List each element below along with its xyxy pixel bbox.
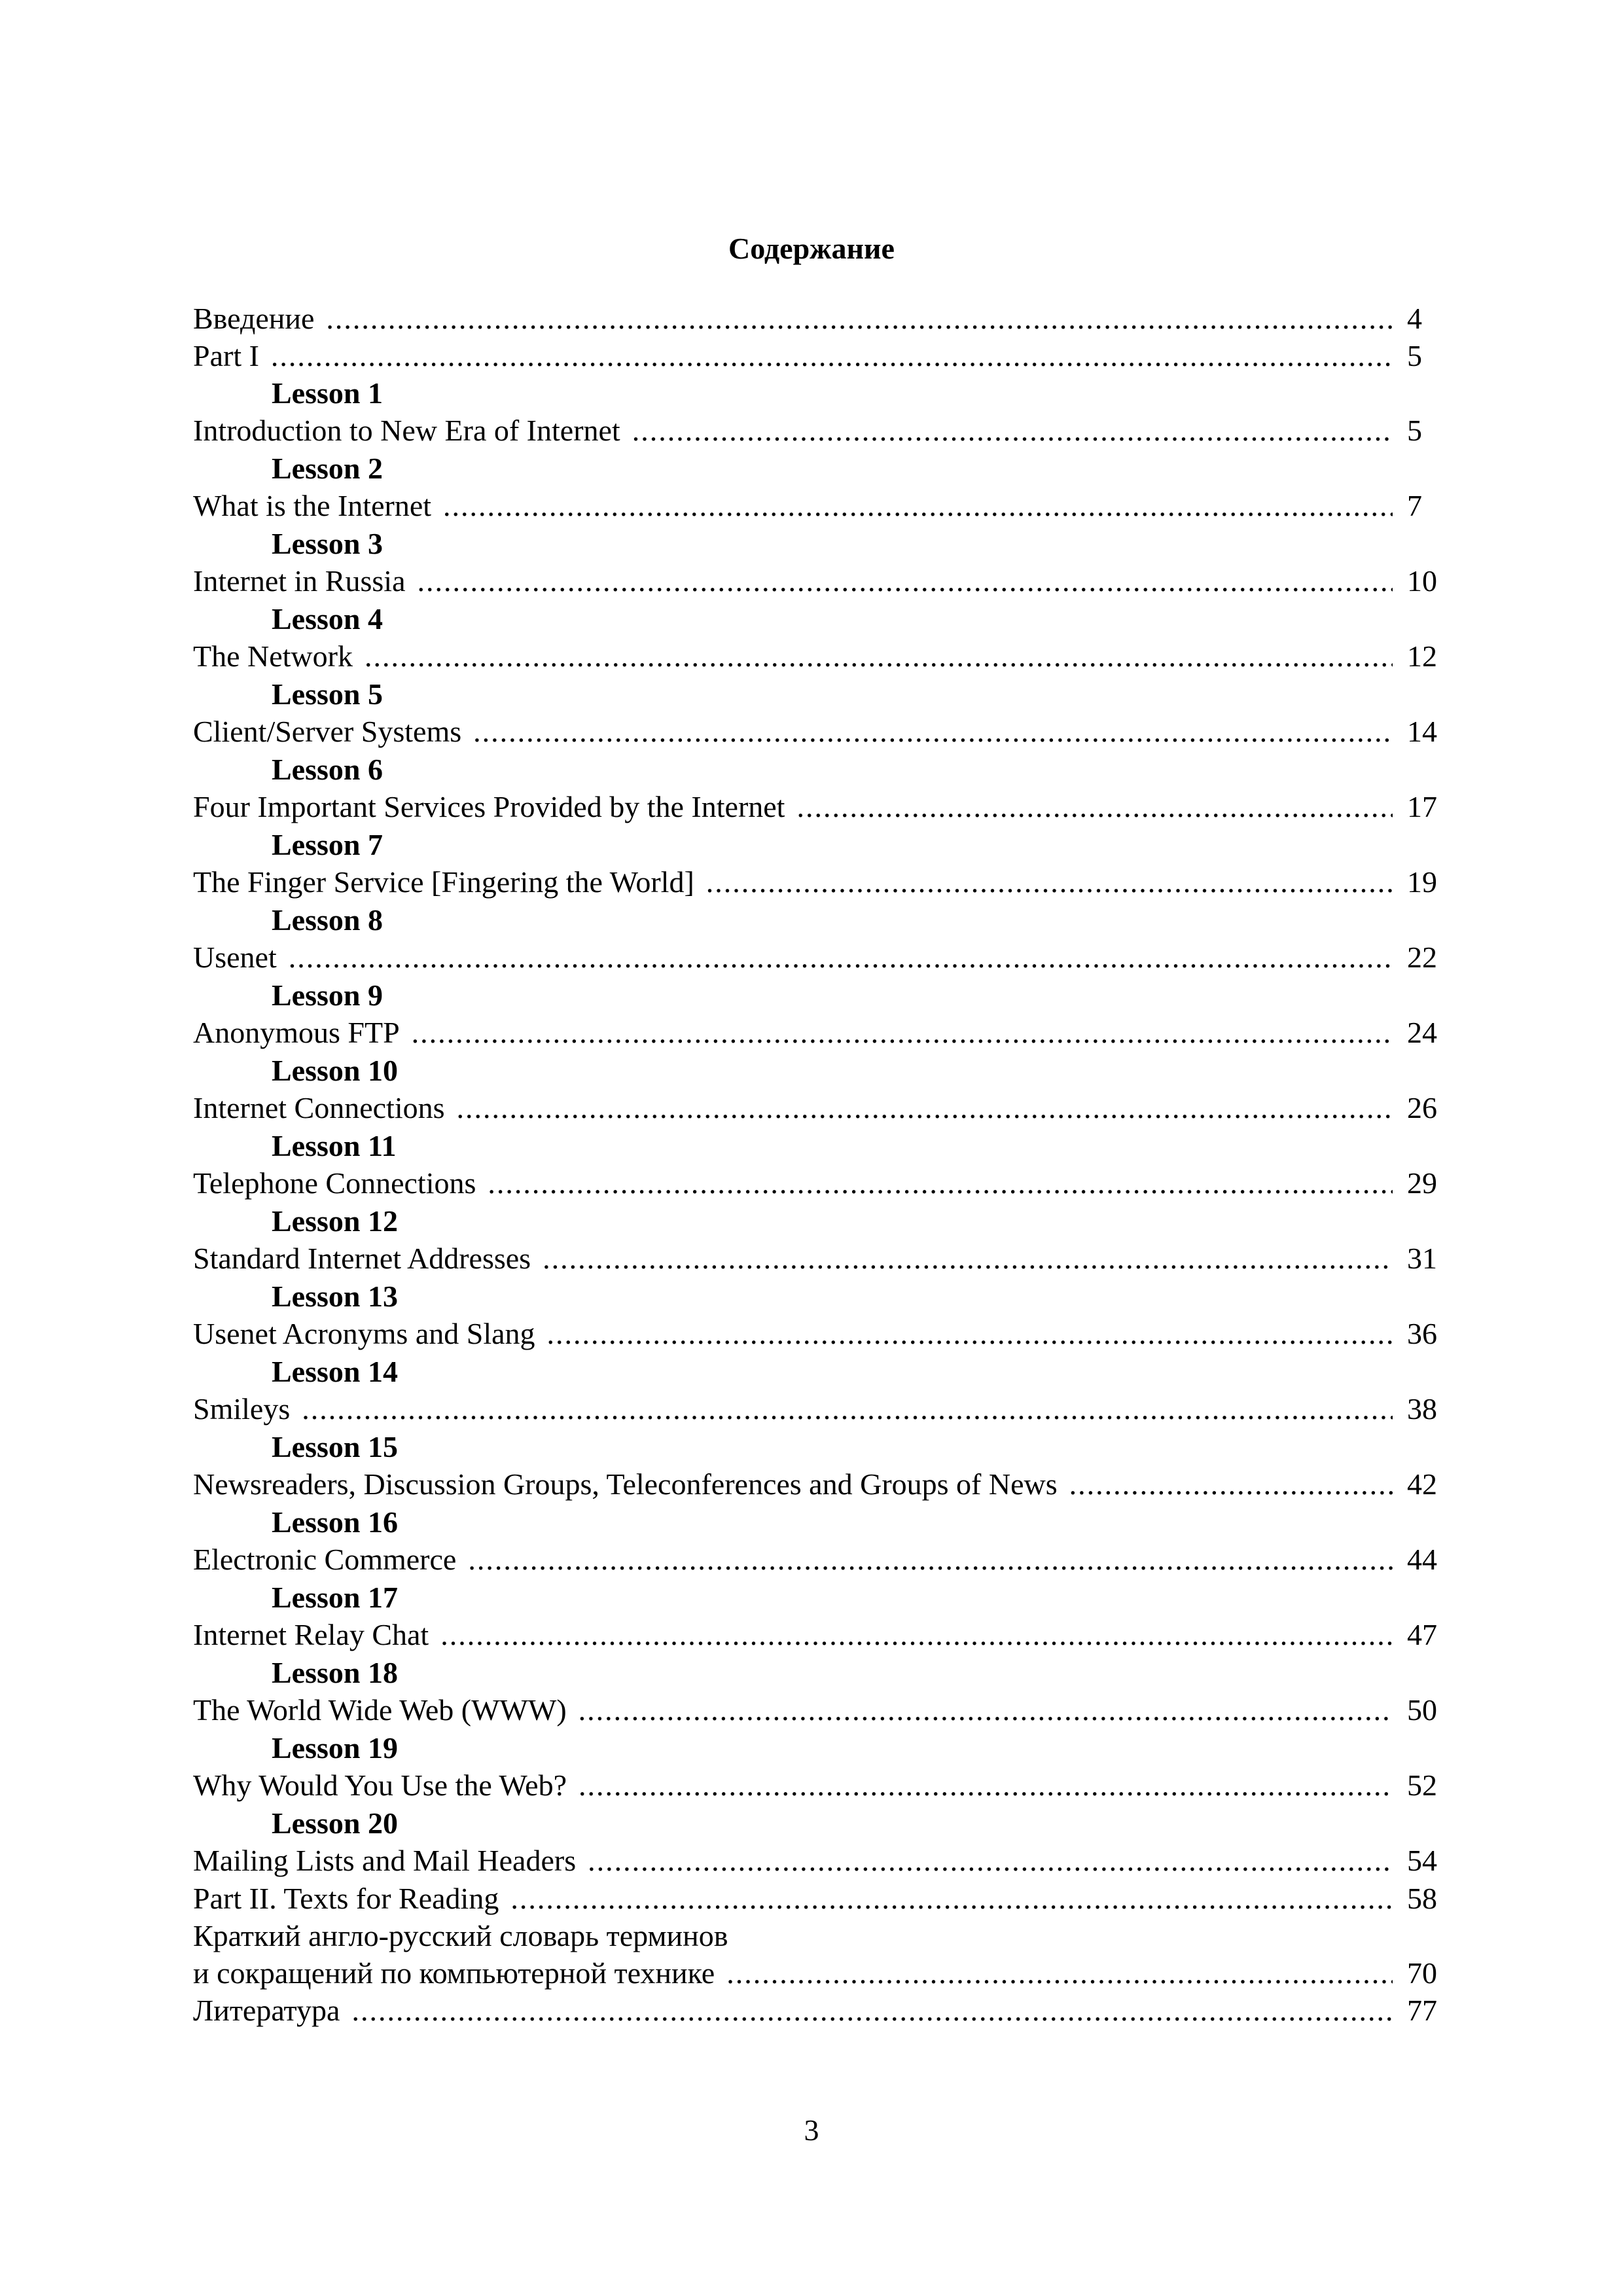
dot-leader (488, 1164, 1393, 1202)
toc-entry-lesson-16[interactable] (193, 1541, 1453, 1578)
toc-entry-label: Part II. Texts for Reading (193, 1882, 499, 1915)
toc-entry-label: Mailing Lists and Mail Headers (193, 1844, 577, 1877)
toc-entry-label: Литература (193, 1994, 340, 2027)
toc-entry-page: 14 (1407, 715, 1437, 748)
toc-entry-page: 52 (1407, 1768, 1437, 1802)
lesson-heading: Lesson 1 (272, 376, 383, 410)
toc-entry-lesson-15[interactable] (193, 1465, 1453, 1503)
toc-entry-part-2[interactable] (193, 1880, 1453, 1917)
toc-entry-label: Telephone Connections (193, 1166, 476, 1200)
toc-entry-page: 19 (1407, 865, 1437, 899)
lesson-heading: Lesson 10 (272, 1054, 398, 1087)
toc-entry-lesson-10[interactable] (193, 1089, 1453, 1126)
lesson-heading: Lesson 19 (272, 1731, 398, 1765)
toc-entry-lesson-7[interactable] (193, 863, 1453, 901)
toc-entry-page: 42 (1407, 1467, 1437, 1501)
toc-entry-lesson-18[interactable] (193, 1691, 1453, 1729)
dot-leader (412, 1014, 1393, 1051)
toc-entry-label: Введение (193, 302, 315, 335)
dot-leader (440, 1616, 1393, 1653)
toc-entry-page: 17 (1407, 790, 1437, 823)
lesson-18-row (193, 1654, 1453, 1729)
toc-entry-page: 5 (1407, 339, 1422, 372)
lesson-heading: Lesson 14 (272, 1355, 398, 1388)
lesson-heading: Lesson 4 (272, 602, 383, 636)
toc-entry-label: Client/Server Systems (193, 715, 462, 748)
lesson-heading: Lesson 7 (272, 828, 383, 861)
lesson-heading: Lesson 5 (272, 677, 383, 711)
dot-leader (796, 788, 1393, 825)
toc-entry-lesson-20[interactable] (193, 1842, 1453, 1879)
dot-leader (547, 1315, 1393, 1352)
toc-entry-page: 5 (1407, 414, 1422, 447)
lesson-19-row (193, 1729, 1453, 1804)
toc-entry-lesson-13[interactable] (193, 1315, 1453, 1352)
dot-leader (543, 1240, 1393, 1277)
lesson-1-row (193, 374, 1453, 450)
dot-leader (443, 487, 1393, 524)
page-number: 3 (804, 2113, 819, 2147)
toc-entry-literature[interactable] (193, 1992, 1453, 2029)
toc-entry-dictionary-line-1: Краткий англо-русский словарь терминов (193, 1919, 728, 1952)
lesson-11-row (193, 1127, 1453, 1202)
toc-entry-page: 22 (1407, 941, 1437, 974)
toc-entry-label: Part I (193, 339, 259, 372)
toc-entry-page: 29 (1407, 1166, 1437, 1200)
toc-entry-label: The World Wide Web (WWW) (193, 1693, 567, 1727)
lesson-12-row (193, 1202, 1453, 1278)
toc-entry-lesson-9[interactable] (193, 1014, 1453, 1051)
toc-entry-page: 58 (1407, 1882, 1437, 1915)
lesson-9-row (193, 977, 1453, 1052)
dot-leader (473, 713, 1393, 750)
lesson-heading: Lesson 15 (272, 1430, 398, 1463)
toc-entry-label: Usenet (193, 941, 277, 974)
dot-leader (418, 562, 1393, 600)
dot-leader (302, 1390, 1393, 1427)
dot-leader (706, 863, 1393, 901)
toc-entry-label: Introduction to New Era of Internet (193, 414, 620, 447)
toc-entry-lesson-4[interactable] (193, 637, 1453, 675)
toc-entry-page: 31 (1407, 1242, 1437, 1275)
dot-leader (351, 1992, 1393, 2029)
toc-entry-page: 47 (1407, 1618, 1437, 1651)
dot-leader (326, 300, 1393, 337)
lesson-heading: Lesson 8 (272, 903, 383, 937)
toc-entry-lesson-5[interactable] (193, 713, 1453, 750)
toc-entry-label: Internet in Russia (193, 564, 406, 598)
toc-entry-page: 24 (1407, 1016, 1437, 1049)
lesson-heading: Lesson 3 (272, 527, 383, 560)
dot-leader (271, 337, 1393, 374)
toc-entry-page: 77 (1407, 1994, 1437, 2027)
dot-leader (510, 1880, 1393, 1917)
toc-entry-label: Anonymous FTP (193, 1016, 400, 1049)
toc-entry-lesson-1[interactable] (193, 412, 1453, 449)
lesson-2-row (193, 450, 1453, 525)
lesson-heading: Lesson 2 (272, 452, 383, 485)
dot-leader (579, 1691, 1393, 1729)
lesson-14-row (193, 1353, 1453, 1428)
toc-entry-page: 44 (1407, 1543, 1437, 1576)
dot-leader (632, 412, 1393, 449)
toc-entry-lesson-12[interactable] (193, 1240, 1453, 1277)
toc-entry-label: The Finger Service [Fingering the World] (193, 865, 694, 899)
toc-entry-page: 26 (1407, 1091, 1437, 1124)
toc-entry-label: Electronic Commerce (193, 1543, 457, 1576)
lesson-heading: Lesson 11 (272, 1129, 397, 1162)
lesson-heading: Lesson 16 (272, 1505, 398, 1539)
toc-entry-lesson-14[interactable] (193, 1390, 1453, 1427)
dot-leader (365, 637, 1393, 675)
toc-entry-label: Internet Relay Chat (193, 1618, 429, 1651)
lesson-20-row (193, 1804, 1453, 1880)
toc-entry-lesson-17[interactable] (193, 1616, 1453, 1653)
dot-leader (468, 1541, 1393, 1578)
toc-entry-label: Four Important Services Provided by the Internet (193, 790, 785, 823)
toc-entry-lesson-19[interactable] (193, 1767, 1453, 1804)
lesson-17-row (193, 1579, 1453, 1654)
lesson-heading: Lesson 12 (272, 1204, 398, 1238)
lesson-heading: Lesson 18 (272, 1656, 398, 1689)
dot-leader (1069, 1465, 1393, 1503)
toc-entry-lesson-11[interactable] (193, 1164, 1453, 1202)
toc-entry-lesson-8[interactable] (193, 939, 1453, 976)
dot-leader (457, 1089, 1393, 1126)
lesson-15-row (193, 1428, 1453, 1503)
lesson-13-row (193, 1278, 1453, 1353)
toc-entry-label: Why Would You Use the Web? (193, 1768, 567, 1802)
toc-entry-dictionary[interactable] (193, 1954, 1453, 1992)
toc-entry-part-1[interactable] (193, 337, 1453, 374)
toc-entry-page: 12 (1407, 639, 1437, 673)
toc-entry-page: 70 (1407, 1956, 1437, 1990)
dot-leader (289, 939, 1393, 976)
toc-entry-label: Newsreaders, Discussion Groups, Teleconferences and Groups of News (193, 1467, 1058, 1501)
toc-entry-label: Usenet Acronyms and Slang (193, 1317, 535, 1350)
toc-entry-page: 7 (1407, 489, 1422, 522)
toc-entry-page: 50 (1407, 1693, 1437, 1727)
toc-entry-page: 54 (1407, 1844, 1437, 1877)
toc-entry-label: What is the Internet (193, 489, 432, 522)
lesson-heading: Lesson 17 (272, 1581, 398, 1614)
toc-entry-label: Standard Internet Addresses (193, 1242, 531, 1275)
page-title: Содержание (728, 232, 895, 265)
toc-entry-label: Internet Connections (193, 1091, 445, 1124)
toc-entry-page: 36 (1407, 1317, 1437, 1350)
lesson-6-row (193, 751, 1453, 826)
toc-entry-page: 10 (1407, 564, 1437, 598)
lesson-heading: Lesson 9 (272, 978, 383, 1012)
table-of-contents (193, 300, 1453, 2029)
toc-entry-page: 38 (1407, 1392, 1437, 1426)
dot-leader (588, 1842, 1393, 1879)
dot-leader (579, 1767, 1393, 1804)
lesson-16-row (193, 1503, 1453, 1579)
toc-entry-label: и сокращений по компьютерной технике (193, 1956, 715, 1990)
lesson-heading: Lesson 6 (272, 753, 383, 786)
toc-entry-lesson-6[interactable] (193, 788, 1453, 825)
lesson-7-row (193, 826, 1453, 901)
toc-entry-lesson-2[interactable] (193, 487, 1453, 524)
toc-entry-label: The Network (193, 639, 353, 673)
lesson-8-row (193, 901, 1453, 977)
toc-entry-intro[interactable] (193, 300, 1453, 337)
toc-entry-lesson-3[interactable] (193, 562, 1453, 600)
lesson-3-row (193, 525, 1453, 600)
lesson-heading: Lesson 20 (272, 1806, 398, 1840)
lesson-heading: Lesson 13 (272, 1280, 398, 1313)
dot-leader (726, 1954, 1393, 1992)
toc-entry-label: Smileys (193, 1392, 291, 1426)
toc-entry-page: 4 (1407, 302, 1422, 335)
lesson-5-row (193, 675, 1453, 751)
lesson-4-row (193, 600, 1453, 675)
lesson-10-row (193, 1052, 1453, 1127)
